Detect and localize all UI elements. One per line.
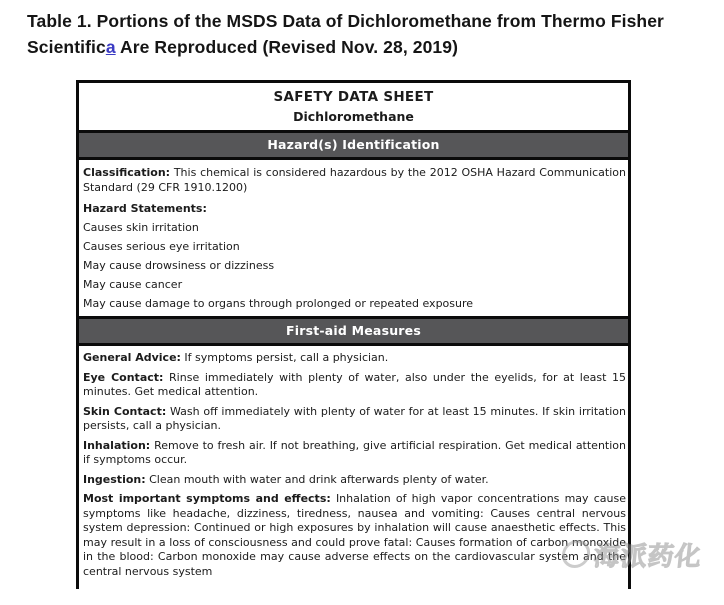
hazard-statement: May cause damage to organs through prolonged or repeated exposure bbox=[83, 297, 474, 310]
first-aid-banner: First-aid Measures bbox=[79, 316, 628, 346]
classification-text: This chemical is considered hazardous by the 2012 OSHA Hazard Communication Standard (29 CFR 1910.1200) bbox=[83, 166, 626, 194]
sds-subtitle: Dichloromethane bbox=[293, 109, 414, 124]
hazard-identification-banner: Hazard(s) Identification bbox=[79, 130, 628, 160]
first-aid-content bbox=[79, 346, 628, 589]
hazard-statement: Causes serious eye irritation bbox=[83, 240, 240, 253]
sds-table bbox=[76, 80, 631, 589]
table-caption bbox=[27, 8, 697, 60]
watermark-text: 海派药化 bbox=[592, 541, 704, 572]
caption-text-before: Table 1. Portions of the MSDS Data of Dichloromethane from Thermo Fisher Scientific bbox=[27, 11, 664, 57]
ingestion-item: Ingestion: Clean mouth with water and drink afterwards plenty of water. bbox=[83, 472, 489, 486]
footnote-link[interactable]: a bbox=[105, 37, 116, 57]
eye-contact-item: Eye Contact: Rinse immediately with plenty of water, also under the eyelids, for at least 15 minutes. Get medical attention. bbox=[83, 370, 626, 398]
classification-paragraph bbox=[83, 165, 626, 195]
skin-contact-item: Skin Contact: Wash off immediately with plenty of water for at least 15 minutes. If skin irritation persists, call a physician. bbox=[83, 404, 626, 432]
sds-title: SAFETY DATA SHEET bbox=[273, 89, 434, 105]
inhalation-item: Inhalation: Remove to fresh air. If not breathing, give artificial respiration. Get medical attention if symptoms occur. bbox=[83, 438, 626, 466]
hazard-statement: Causes skin irritation bbox=[83, 221, 199, 234]
classification-label: Classification: bbox=[83, 166, 171, 179]
hazard-statement: May cause drowsiness or dizziness bbox=[83, 259, 275, 272]
caption-text-after: Are Reproduced (Revised Nov. 28, 2019) bbox=[115, 37, 459, 57]
general-advice-item: General Advice: If symptoms persist, call a physician. bbox=[83, 351, 389, 364]
hazard-statement: May cause cancer bbox=[83, 278, 183, 291]
hazard-identification-content bbox=[79, 160, 628, 316]
hazard-statements-heading: Hazard Statements: bbox=[83, 202, 207, 215]
symptoms-effects-item: Most important symptoms and effects: Inhalation of high vapor concentrations may cause symptoms like headache, dizziness, tiredness, nausea and vomiting: Causes central nervous system depression: Continued or high exposures by inhalation will cause anaesthetic effects. This may result in a loss of consciousness and could prove fatal: Causes formation of carbon monoxide in the blood: Carbon monoxide may cause adverse effects on the cardiovascular system and the central nervous system bbox=[83, 492, 626, 578]
sds-header bbox=[79, 83, 628, 130]
